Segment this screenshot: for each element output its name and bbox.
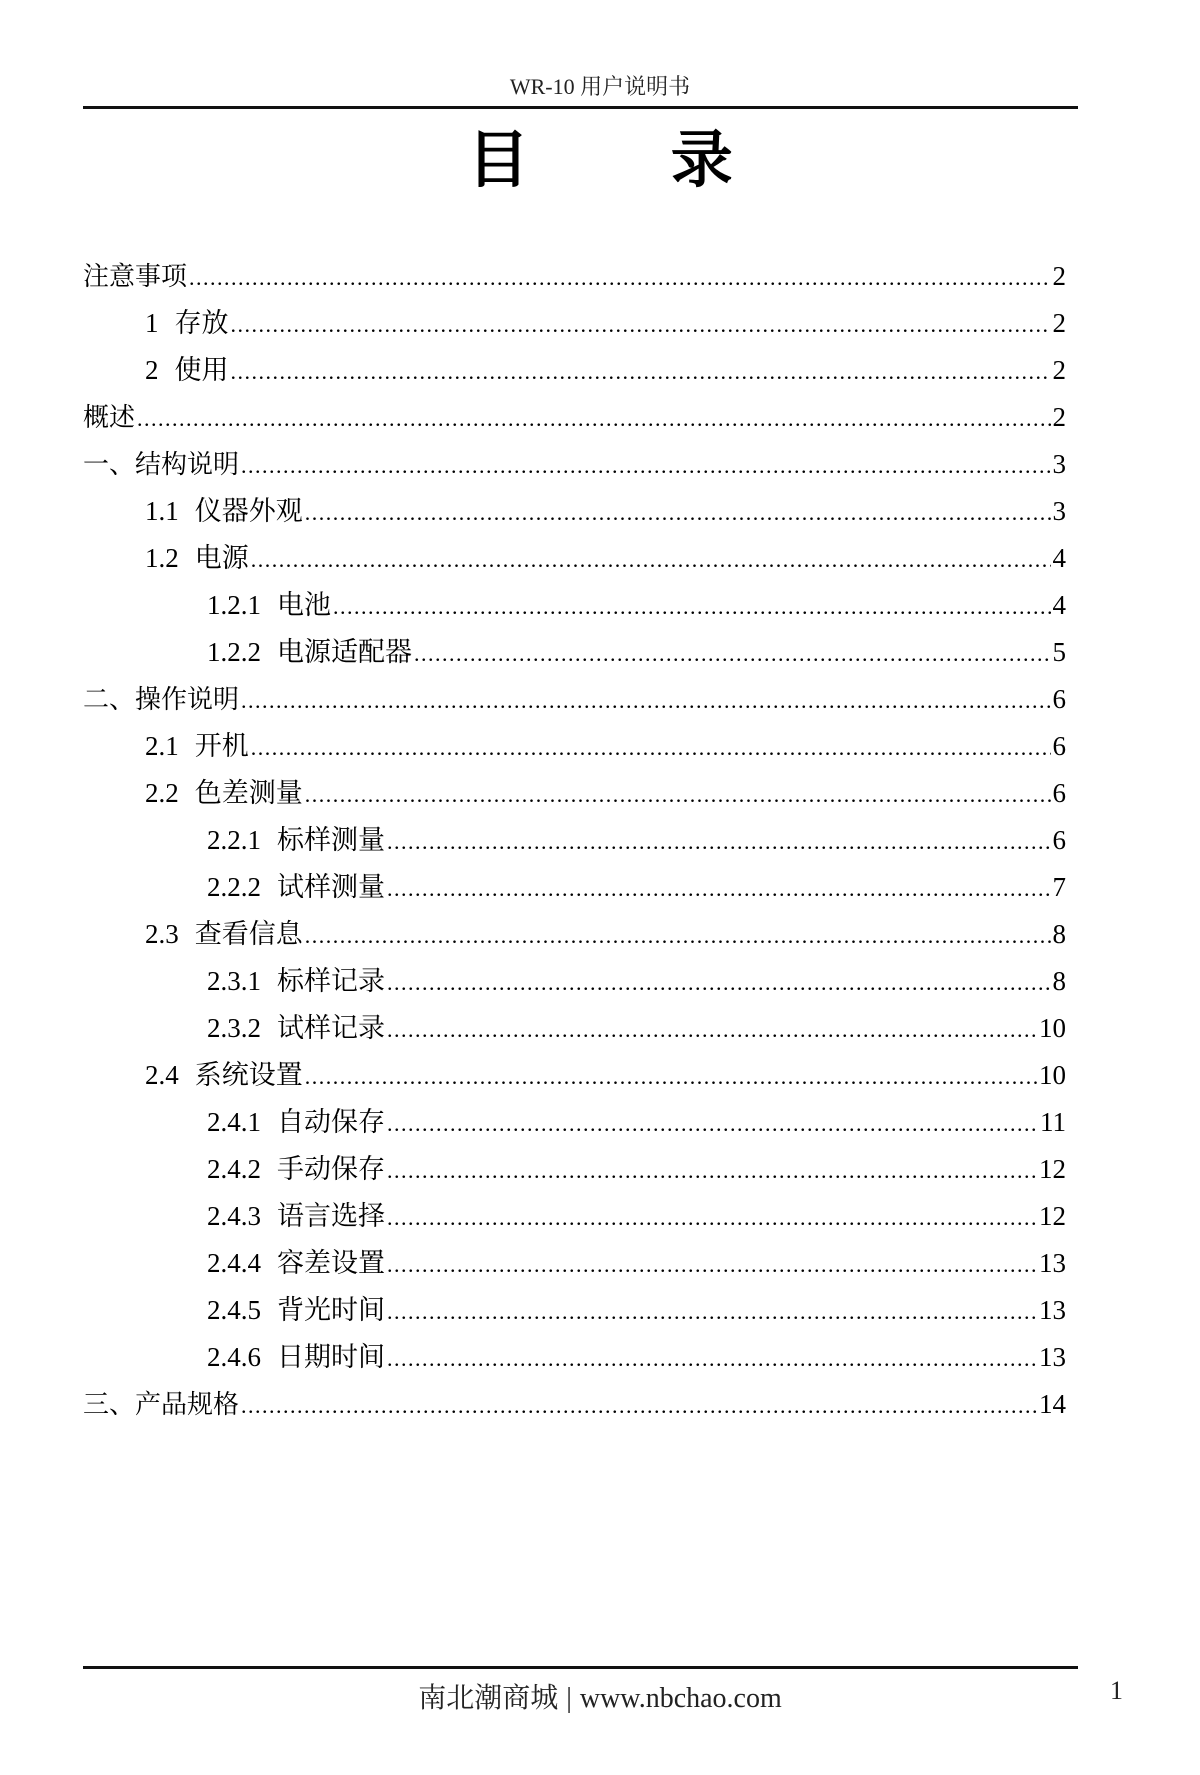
toc-entry[interactable] <box>83 1287 1066 1334</box>
page-number: 1 <box>1110 1676 1123 1705</box>
toc-entry[interactable] <box>83 441 1066 488</box>
dot-leader <box>387 818 1051 865</box>
toc-entry-label <box>83 395 135 442</box>
toc-entry-label <box>145 535 249 582</box>
dot-leader <box>251 536 1051 583</box>
toc-entry-title: 试样记录 <box>277 1013 385 1043</box>
toc-entry-page: 7 <box>1052 872 1066 902</box>
toc-entry-number: 1 <box>145 308 159 338</box>
toc-entry[interactable] <box>83 911 1066 958</box>
toc-entry-number: 2.4.2 <box>207 1154 261 1184</box>
toc-entry-number: 1.2.2 <box>207 637 261 667</box>
footer-rule <box>83 1666 1078 1669</box>
toc-entry-title: 使用 <box>174 355 229 385</box>
toc-entry-page: 12 <box>1039 1154 1066 1184</box>
dot-leader <box>189 254 1050 301</box>
toc-entry-label <box>145 1052 303 1099</box>
toc-entry[interactable] <box>83 1334 1066 1381</box>
toc-entry-title: 试样测量 <box>277 872 385 902</box>
toc-entry-label <box>207 958 385 1005</box>
toc-entry-label <box>207 1334 385 1381</box>
dot-leader <box>137 395 1050 442</box>
dot-leader <box>387 865 1051 912</box>
toc-entry[interactable] <box>83 582 1066 629</box>
toc-entry[interactable] <box>83 488 1066 535</box>
toc-entry-label <box>145 770 303 817</box>
toc-entry-number: 2.3 <box>145 919 179 949</box>
toc-entry-label <box>207 1193 385 1240</box>
toc-entry-page: 2 <box>1052 355 1066 385</box>
toc-entry-page: 3 <box>1052 496 1066 526</box>
toc-entry-label <box>145 911 303 958</box>
toc-entry-page: 10 <box>1039 1060 1066 1090</box>
toc-entry-page: 10 <box>1039 1013 1066 1043</box>
toc-entry-label <box>207 629 412 676</box>
toc-entry-title: 注意事项 <box>83 262 188 292</box>
toc-entry-number: 2.4.6 <box>207 1342 261 1372</box>
toc-entry-page: 2 <box>1052 308 1066 338</box>
dot-leader <box>305 912 1051 959</box>
dot-leader <box>414 630 1051 677</box>
toc-entry-title: 三、产品规格 <box>83 1390 240 1420</box>
toc-entry-number: 2.1 <box>145 731 179 761</box>
toc-entry-page: 6 <box>1052 778 1066 808</box>
toc-entry-title: 日期时间 <box>277 1342 385 1372</box>
toc-entry[interactable] <box>83 723 1066 770</box>
toc-entry-title: 标样测量 <box>277 825 385 855</box>
dot-leader <box>387 959 1051 1006</box>
toc-entry-page: 2 <box>1052 402 1066 432</box>
toc-entry-title: 一、结构说明 <box>83 450 240 480</box>
toc-entry-number: 2.2.2 <box>207 872 261 902</box>
toc-entry-label <box>145 300 229 347</box>
toc-entry-title: 二、操作说明 <box>83 685 240 715</box>
toc-entry-number: 1.2.1 <box>207 590 261 620</box>
toc-entry-label <box>207 1005 385 1052</box>
toc-entry-title: 仪器外观 <box>194 496 303 526</box>
toc-entry[interactable] <box>83 347 1066 394</box>
toc-entry-number: 2.3.1 <box>207 966 261 996</box>
toc-entry[interactable] <box>83 958 1066 1005</box>
toc-entry-page: 14 <box>1039 1389 1066 1419</box>
toc-entry-number: 2.2 <box>145 778 179 808</box>
toc-entry-title: 色差测量 <box>194 778 303 808</box>
toc-entry[interactable] <box>83 1099 1066 1146</box>
toc-entry[interactable] <box>83 253 1066 300</box>
toc-entry-number: 1.2 <box>145 543 179 573</box>
toc-entry-number: 2.4 <box>145 1060 179 1090</box>
toc-entry[interactable] <box>83 1146 1066 1193</box>
toc-entry[interactable] <box>83 817 1066 864</box>
toc-entry-page: 8 <box>1052 919 1066 949</box>
toc-entry[interactable] <box>83 676 1066 723</box>
dot-leader <box>387 1335 1037 1382</box>
toc-entry-title: 语言选择 <box>277 1201 385 1231</box>
dot-leader <box>387 1006 1037 1053</box>
dot-leader <box>241 677 1050 724</box>
toc-entry-page: 13 <box>1039 1342 1066 1372</box>
dot-leader <box>305 771 1051 818</box>
toc-entry-label <box>207 582 331 629</box>
toc-entry-title: 标样记录 <box>277 966 385 996</box>
toc-entry-page: 4 <box>1052 543 1066 573</box>
toc-entry-title: 开机 <box>194 731 249 761</box>
toc-entry-title: 背光时间 <box>277 1295 385 1325</box>
toc-entry-page: 11 <box>1040 1107 1066 1137</box>
toc-entry-page: 13 <box>1039 1248 1066 1278</box>
toc-entry-number: 2.4.4 <box>207 1248 261 1278</box>
toc-entry-label <box>207 864 385 911</box>
dot-leader <box>387 1147 1037 1194</box>
running-header: WR-10 用户说明书 <box>509 74 691 99</box>
toc-entry-page: 6 <box>1052 731 1066 761</box>
toc-entry-page: 4 <box>1052 590 1066 620</box>
dot-leader <box>387 1194 1037 1241</box>
dot-leader <box>387 1241 1037 1288</box>
toc-entry-number: 2.4.5 <box>207 1295 261 1325</box>
dot-leader <box>241 442 1050 489</box>
toc-entry[interactable] <box>83 629 1066 676</box>
toc-entry-label <box>83 442 239 489</box>
toc-entry[interactable] <box>83 770 1066 817</box>
dot-leader <box>333 583 1051 630</box>
toc-entry-label <box>145 347 229 394</box>
toc-entry-page: 6 <box>1052 684 1066 714</box>
toc-entry[interactable] <box>83 1240 1066 1287</box>
toc-entry-number: 2.4.1 <box>207 1107 261 1137</box>
toc-entry-title: 电源适配器 <box>277 637 412 667</box>
toc-entry-label <box>145 488 303 535</box>
footer-separator: | <box>566 1683 572 1714</box>
toc-entry-page: 12 <box>1039 1201 1066 1231</box>
toc-entry-page: 5 <box>1052 637 1066 667</box>
toc-entry-number: 2.2.1 <box>207 825 261 855</box>
toc-entry-label <box>207 1146 385 1193</box>
toc-entry-label <box>145 723 249 770</box>
toc-entry-title: 手动保存 <box>277 1154 385 1184</box>
toc-entry[interactable] <box>83 535 1066 582</box>
toc-entry[interactable] <box>83 1052 1066 1099</box>
toc-entry-title: 电源 <box>194 543 249 573</box>
toc-entry-number: 2 <box>145 355 159 385</box>
toc-entry[interactable] <box>83 1005 1066 1052</box>
table-of-contents <box>83 253 1066 1428</box>
toc-entry[interactable] <box>83 300 1066 347</box>
toc-entry-number: 2.4.3 <box>207 1201 261 1231</box>
toc-entry-label <box>207 1099 385 1146</box>
dot-leader <box>251 724 1051 771</box>
toc-entry-number: 2.3.2 <box>207 1013 261 1043</box>
toc-entry-page: 8 <box>1052 966 1066 996</box>
dot-leader <box>305 489 1051 536</box>
toc-entry-title: 查看信息 <box>194 919 303 949</box>
toc-entry-page: 3 <box>1052 449 1066 479</box>
footer <box>0 1676 1200 1716</box>
toc-entry-title: 系统设置 <box>194 1060 303 1090</box>
dot-leader <box>305 1053 1037 1100</box>
footer-url[interactable]: www.nbchao.com <box>579 1683 782 1714</box>
page-title: 目 录 <box>467 123 793 196</box>
toc-entry-label <box>83 254 187 301</box>
dot-leader <box>231 301 1051 348</box>
toc-entry-page: 6 <box>1052 825 1066 855</box>
toc-entry-title: 概述 <box>83 403 136 433</box>
header-rule <box>83 106 1078 109</box>
toc-entry-title: 电池 <box>277 590 331 620</box>
dot-leader <box>387 1100 1038 1147</box>
toc-entry[interactable] <box>83 394 1066 441</box>
toc-entry-label <box>207 817 385 864</box>
toc-entry[interactable] <box>83 1193 1066 1240</box>
toc-entry-title: 自动保存 <box>277 1107 385 1137</box>
toc-entry-title: 存放 <box>174 308 229 338</box>
toc-entry[interactable] <box>83 864 1066 911</box>
toc-entry-page: 2 <box>1052 261 1066 291</box>
toc-entry-label <box>83 677 239 724</box>
toc-entry-label <box>207 1287 385 1334</box>
toc-entry-page: 13 <box>1039 1295 1066 1325</box>
toc-entry-label <box>83 1382 239 1429</box>
dot-leader <box>231 348 1051 395</box>
dot-leader <box>387 1288 1037 1335</box>
footer-site-name: 南北潮商城 <box>418 1683 559 1714</box>
toc-entry-number: 1.1 <box>145 496 179 526</box>
toc-entry-label <box>207 1240 385 1287</box>
toc-entry-title: 容差设置 <box>277 1248 385 1278</box>
dot-leader <box>241 1382 1037 1429</box>
toc-entry[interactable] <box>83 1381 1066 1428</box>
